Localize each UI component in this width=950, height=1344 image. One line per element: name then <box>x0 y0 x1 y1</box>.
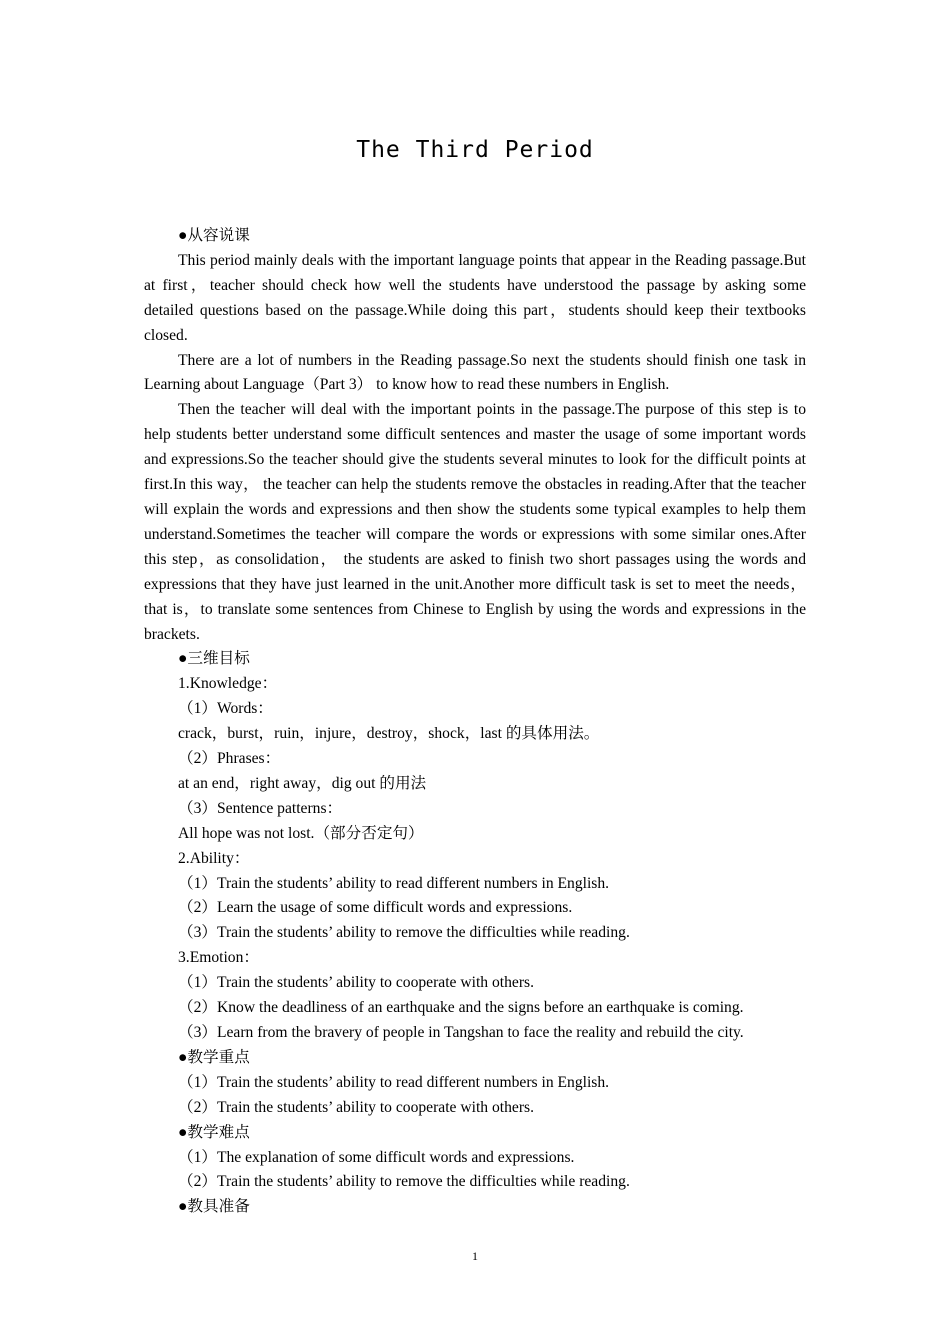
section-heading-aids: ●教具准备 <box>178 1198 250 1216</box>
knowledge-label: 1.Knowledge： <box>178 675 278 693</box>
phrases-label: （2）Phrases： <box>178 750 281 768</box>
key-point-item: （1）Train the students’ ability to read different numbers in English. <box>178 1073 610 1091</box>
sentence-pattern: All hope was not lost.（部分否定句） <box>178 824 424 842</box>
ability-item: （2）Learn the usage of some difficult words and expressions. <box>178 899 573 917</box>
intro-paragraph-1: This period mainly deals with the important language points that appear in the Reading passage.But at first，teacher should check how well the students have understood the passage by asking some detailed questions based on the passage.While doing this part，students should keep their textbooks closed. <box>144 251 806 344</box>
emotion-item: （3）Learn from the bravery of people in Tangshan to face the reality and rebuild the city. <box>178 1024 744 1041</box>
ability-label: 2.Ability： <box>178 849 250 867</box>
document-body <box>144 224 806 1220</box>
section-heading-goals: ●三维目标 <box>178 650 250 668</box>
difficulty-item: （1）The explanation of some difficult words and expressions. <box>178 1148 575 1166</box>
intro-paragraph-3: Then the teacher will deal with the important points in the passage.The purpose of this step is to help students better understand some difficult sentences and master the usage of some important words and expressions.So the teacher should give the students several minutes to look for the difficult points at first.In this way， the teacher can help the students remove the obstacles in reading.After that the teacher will explain the words and expressions and then show the students some typical examples to help them understand.Sometimes the teacher will compare the words or expressions with some similar ones.After this step，as consolidation， the students are asked to finish two short passages using the words and expressions that they have just learned in the unit.Another more difficult task is set to meet the needs，that is，to translate some sentences from Chinese to English by using the words and expressions in the brackets. <box>144 401 806 643</box>
intro-paragraph-2: There are a lot of numbers in the Reading passage.So next the students should finish one task in Learning about Language（Part 3） to know how to read these numbers in English. <box>144 351 806 394</box>
section-heading-key-points: ●教学重点 <box>178 1048 250 1066</box>
page-number: 1 <box>472 1249 478 1263</box>
section-heading-difficulties: ●教学难点 <box>178 1123 250 1141</box>
phrases-list: at an end，right away，dig out 的用法 <box>178 774 427 792</box>
words-list: crack，burst，ruin，injure，destroy，shock，last 的具体用法。 <box>178 725 600 743</box>
key-point-item: （2）Train the students’ ability to cooperate with others. <box>178 1098 534 1116</box>
difficulty-item: （2）Train the students’ ability to remove the difficulties while reading. <box>178 1173 630 1191</box>
sentence-patterns-label: （3）Sentence patterns： <box>178 799 343 817</box>
emotion-item: （2）Know the deadliness of an earthquake and the signs before an earthquake is coming. <box>178 999 744 1017</box>
page-title: The Third Period <box>356 137 594 163</box>
words-label: （1）Words： <box>178 700 273 718</box>
ability-item: （1）Train the students’ ability to read different numbers in English. <box>178 874 610 892</box>
emotion-item: （1）Train the students’ ability to cooperate with others. <box>178 974 534 992</box>
ability-item: （3）Train the students’ ability to remove the difficulties while reading. <box>178 924 630 942</box>
section-heading-intro: ●从容说课 <box>178 227 250 244</box>
emotion-label: 3.Emotion： <box>178 949 259 967</box>
